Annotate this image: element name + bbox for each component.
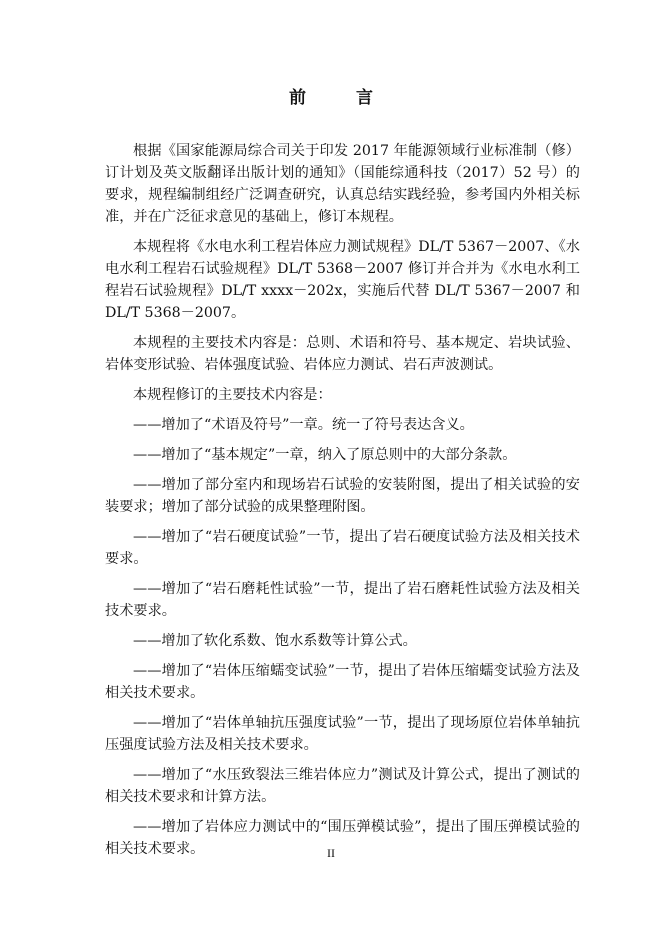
list-item: ——增加了“岩石硬度试验”一节，提出了岩石硬度试验方法及相关技术要求。 (105, 529, 580, 567)
list-item: ——增加了“岩体单轴抗压强度试验”一节，提出了现场原位岩体单轴抗压强度试验方法及相关技术要求。 (105, 715, 580, 753)
page-number: II (327, 846, 335, 860)
list-item: ——增加了岩体应力测试中的“围压弹模试验”，提出了围压弹模试验的相关技术要求。 (105, 819, 580, 857)
paragraph: 本规程修订的主要技术内容是： (133, 387, 332, 403)
list-item: ——增加了部分室内和现场岩石试验的安装附图，提出了相关试验的安装要求；增加了部分试验的成果整理附图。 (105, 477, 580, 515)
list-item: ——增加了软化系数、饱水系数等计算公式。 (133, 633, 417, 649)
document-body (105, 140, 580, 868)
list-item: ——增加了“基本规定”一章，纳入了原总则中的大部分条款。 (133, 447, 517, 463)
list-item: ——增加了“水压致裂法三维岩体应力”测试及计算公式，提出了测试的相关技术要求和计算方法。 (105, 767, 580, 805)
list-item: ——增加了“岩石磨耗性试验”一节，提出了岩石磨耗性试验方法及相关技术要求。 (105, 581, 580, 619)
list-item: ——增加了“术语及符号”一章。统一了符号表达含义。 (133, 417, 474, 433)
paragraph: 本规程将《水电水利工程岩体应力测试规程》DL/T 5367－2007、《水电水利工程岩石试验规程》DL/T 5368－2007 修订并合并为《水电水利工程岩石试验规程》DL/T xxxx－202x，实施后代替 DL/T 5367－2007 和 DL/T 5368－2007。 (105, 239, 580, 321)
list-item: ——增加了“岩体压缩蠕变试验”一节，提出了岩体压缩蠕变试验方法及相关技术要求。 (105, 663, 580, 701)
paragraph: 根据《国家能源局综合司关于印发 2017 年能源领域行业标准制（修）订计划及英文版翻译出版计划的通知》（国能综通科技（2017）52 号）的要求，规程编制组经广泛调查研究，认真总结实践经验，参考国内外相关标准，并在广泛征求意见的基础上，修订本规程。 (105, 143, 580, 225)
page-title: 前 言 (289, 88, 395, 108)
paragraph: 本规程的主要技术内容是：总则、术语和符号、基本规定、岩块试验、岩体变形试验、岩体强度试验、岩体应力测试、岩石声波测试。 (105, 335, 580, 373)
